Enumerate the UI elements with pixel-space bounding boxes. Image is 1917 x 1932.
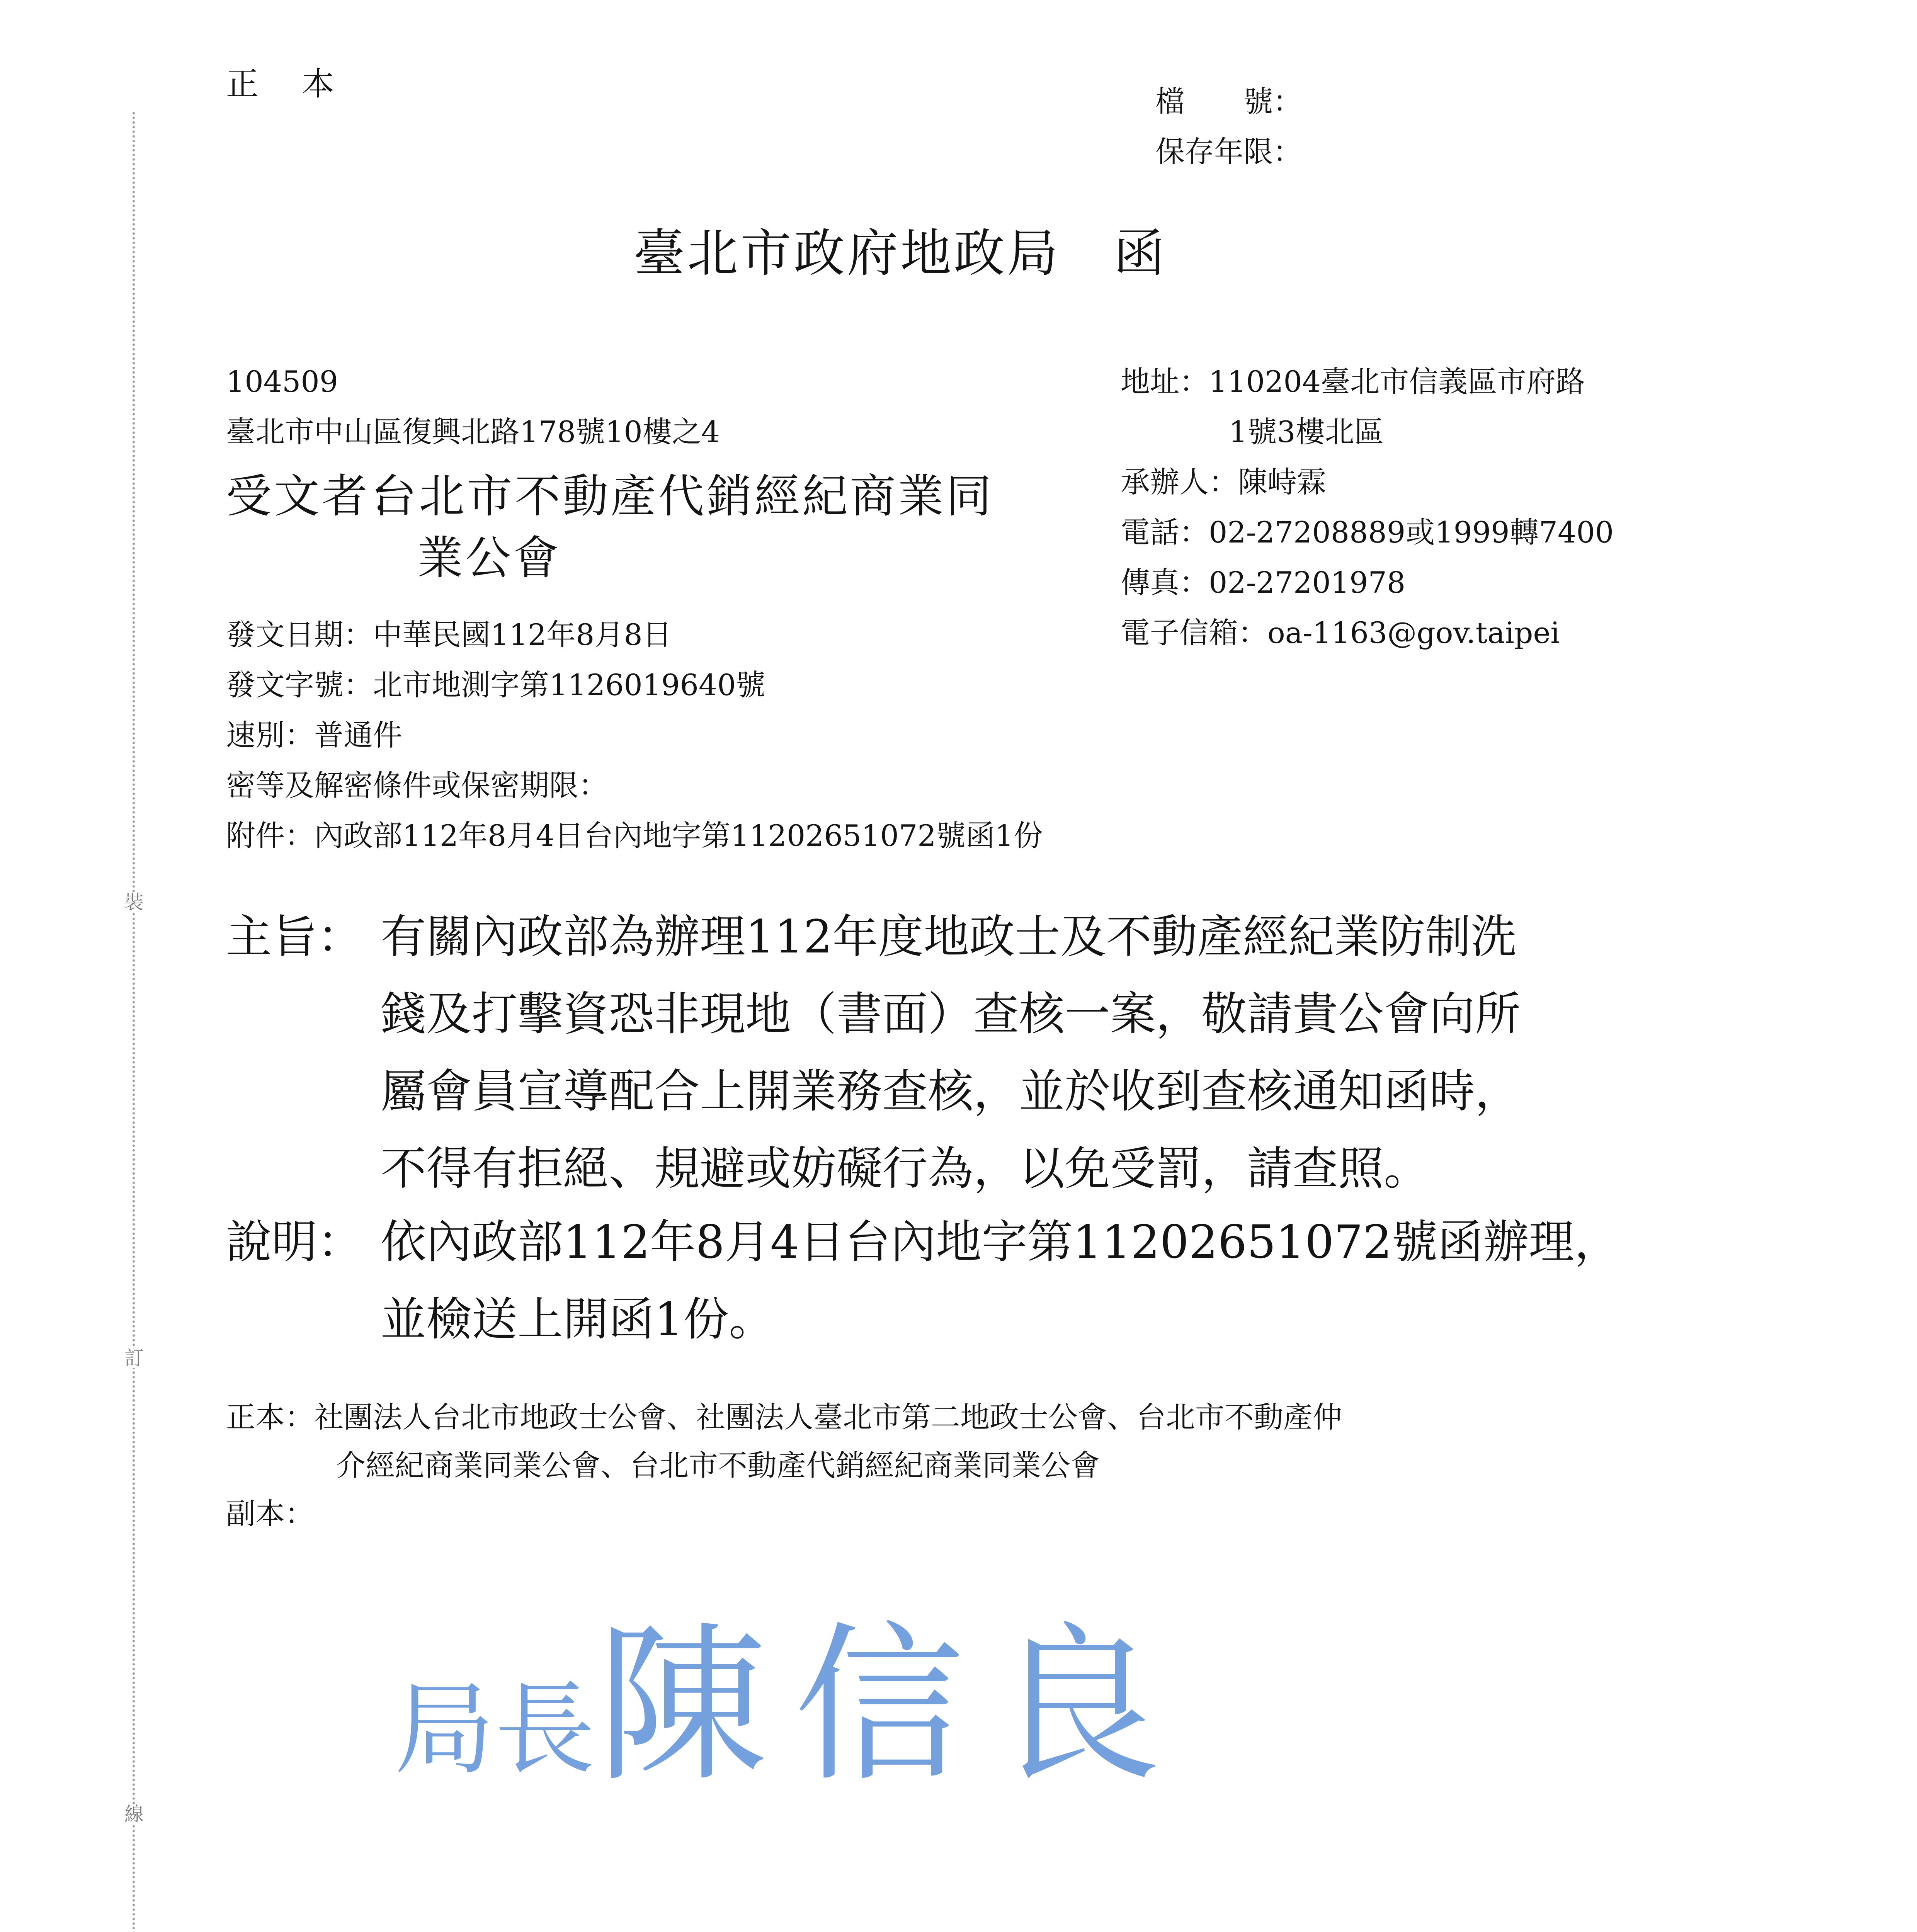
sender-address-line1: 地址：110204臺北市信義區市府路 <box>1121 364 1585 399</box>
fax: 傳真：02-27201978 <box>1121 565 1406 600</box>
subject-label: 主旨： <box>226 910 363 963</box>
binding-mark-ding: 訂 <box>124 1347 144 1369</box>
subject-line: 不得有拒絕、規避或妨礙行為，以免受罰，請查照。 <box>381 1142 1430 1195</box>
delivery-speed: 速別：普通件 <box>226 718 402 752</box>
addressee-label: 受文者： <box>226 469 418 523</box>
recipient-address: 臺北市中山區復興北路178號10樓之4 <box>226 415 720 449</box>
addressee-line1: 台北市不動產代銷經紀商業同 <box>371 469 994 523</box>
binding-mark-xian: 線 <box>124 1803 144 1825</box>
email: 電子信箱：oa-1163@gov.taipei <box>1121 616 1560 650</box>
document-number: 發文字號：北市地測字第1126019640號 <box>226 668 765 702</box>
document-title: 臺北市政府地政局 函 <box>634 224 1167 283</box>
explanation-label: 說明： <box>226 1215 363 1269</box>
director-signature-stamp <box>394 1569 1188 1813</box>
file-number-label: 檔 號： <box>1155 84 1302 119</box>
attachment: 附件：內政部112年8月4日台內地字第11202651072號函1份 <box>226 818 1043 853</box>
postal-code: 104509 <box>226 364 338 399</box>
handler: 承辦人：陳峙霖 <box>1121 465 1326 499</box>
copy-recipients: 副本： <box>226 1497 314 1531</box>
phone: 電話：02-27208889或1999轉7400 <box>1121 515 1614 549</box>
binding-mark-zhuang: 裝 <box>124 891 144 913</box>
sender-address-line2: 1號3樓北區 <box>1229 415 1384 449</box>
stamp-title: 局長 <box>394 1672 595 1788</box>
subject-line: 錢及打擊資恐非現地（書面）查核一案，敬請貴公會向所 <box>381 987 1521 1041</box>
stamp-name: 陳信良 <box>597 1607 1189 1804</box>
doc-type-label: 正 本 <box>226 65 340 103</box>
explanation-line: 並檢送上開函1份。 <box>381 1293 775 1346</box>
secrecy-level: 密等及解密條件或保密期限： <box>226 768 608 803</box>
binding-line <box>133 112 135 1932</box>
original-recipients-line2: 介經紀商業同業公會、台北市不動產代銷經紀商業同業公會 <box>336 1448 1100 1483</box>
subject-line: 屬會員宣導配合上開業務查核，並於收到查核通知函時， <box>381 1065 1521 1118</box>
issue-date: 發文日期：中華民國112年8月8日 <box>226 617 672 652</box>
original-recipients-line1: 正本：社團法人台北市地政士公會、社團法人臺北市第二地政士公會、台北市不動產仲 <box>226 1400 1342 1434</box>
addressee-line2: 業公會 <box>417 531 561 585</box>
subject-line: 有關內政部為辦理112年度地政士及不動產經紀業防制洗 <box>381 910 1517 963</box>
explanation-line: 依內政部112年8月4日台內地字第11202651072號函辦理， <box>381 1215 1620 1269</box>
retention-period-label: 保存年限： <box>1155 134 1302 169</box>
